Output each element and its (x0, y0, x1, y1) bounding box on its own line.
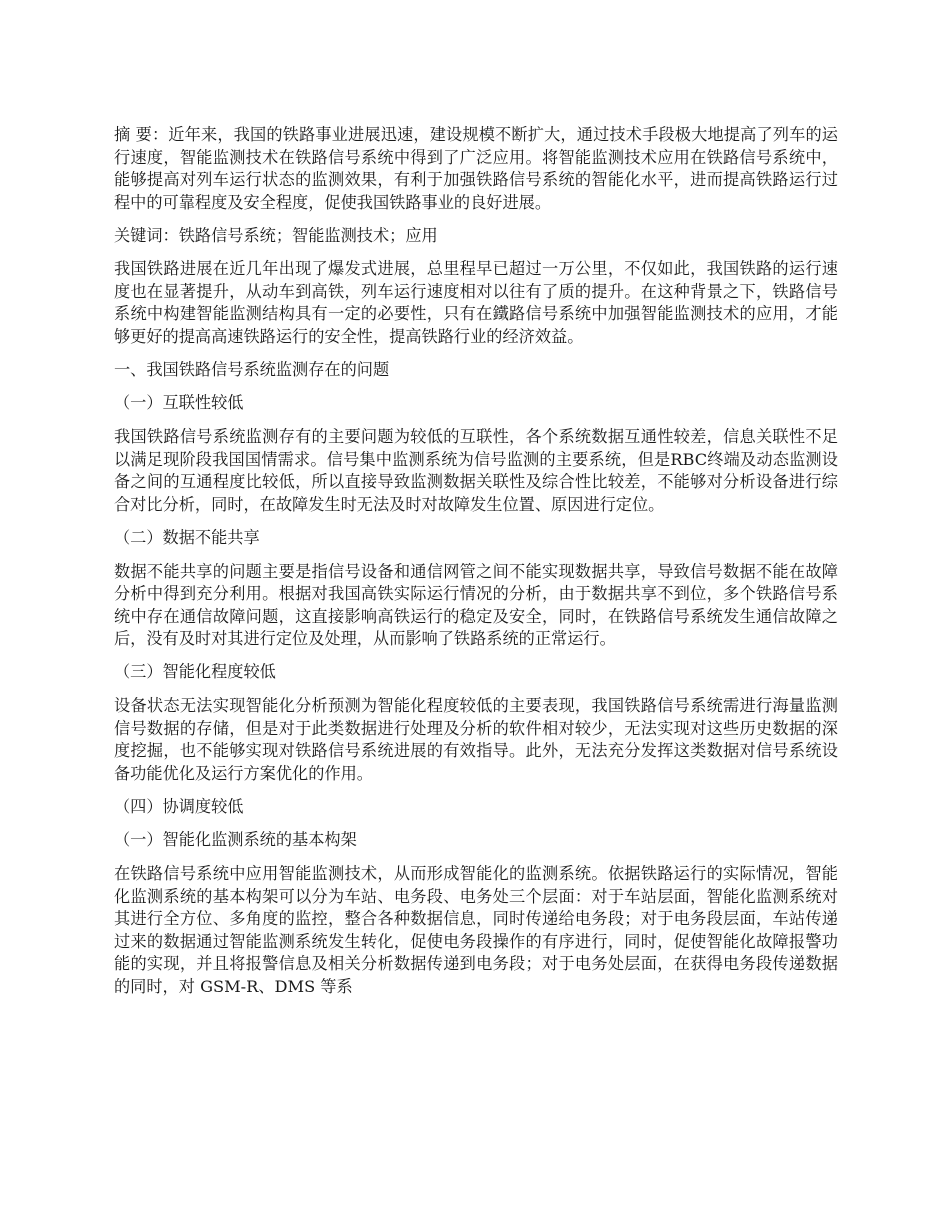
interconnectivity-paragraph: 我国铁路信号系统监测存有的主要问题为较低的互联性，各个系统数据互通性较差，信息关联性不足以满足现阶段我国国情需求。信号集中监测系统为信号监测的主要系统，但是RBC终端及动态监测设备之间的互通程度比较低，所以直接导致监测数据关联性及综合性比较差，不能够对分析设备进行综合对比分析，同时，在故障发生时无法及时对故障发生位置、原因进行定位。 (114, 427, 838, 514)
subsection-heading-architecture: （一）智能化监测系统的基本构架 (114, 830, 357, 850)
subsection-heading-data-sharing: （二）数据不能共享 (114, 527, 260, 547)
abstract-paragraph: 摘 要：近年来，我国的铁路事业进展迅速，建设规模不断扩大，通过技术手段极大地提高了列车的运行速度，智能监测技术在铁路信号系统中得到了广泛应用。将智能监测技术应用在铁路信号系统中，能够提高对列车运行状态的监测效果，有利于加强铁路信号系统的智能化水平，进而提高铁路运行过程中的可靠程度及安全程度，促使我国铁路事业的良好进展。 (114, 125, 838, 212)
section-heading-problems: 一、我国铁路信号系统监测存在的问题 (114, 359, 390, 379)
subsection-heading-interconnectivity: （一）互联性较低 (114, 393, 244, 413)
keywords-paragraph: 关键词：铁路信号系统；智能监测技术；应用 (114, 225, 438, 245)
architecture-paragraph: 在铁路信号系统中应用智能监测技术，从而形成智能化的监测系统。依据铁路运行的实际情况，智能化监测系统的基本构架可以分为车站、电务段、电务处三个层面：对于车站层面，智能化监测系统对其进行全方位、多角度的监控，整合各种数据信息，同时传递给电务段；对于电务段层面，车站传递过来的数据通过智能监测系统发生转化，促使电务段操作的有序进行，同时，促使智能化故障报警功能的实现，并且将报警信息及相关分析数据传递到电务段；对于电务处层面，在获得电务段传递数据的同时，对 GSM-R、DMS 等系 (114, 864, 838, 996)
intro-paragraph: 我国铁路进展在近几年出现了爆发式进展，总里程早已超过一万公里，不仅如此，我国铁路的运行速度也在显著提升，从动车到高铁，列车运行速度相对以往有了质的提升。在这种背景之下，铁路信号系统中构建智能监测结构具有一定的必要性，只有在鐵路信号系统中加强智能监测技术的应用，才能够更好的提高高速铁路运行的安全性，提高铁路行业的经济效益。 (114, 258, 838, 346)
subsection-heading-intelligence: （三）智能化程度较低 (114, 662, 276, 682)
intelligence-paragraph: 设备状态无法实现智能化分析预测为智能化程度较低的主要表现，我国铁路信号系统需进行海量监测信号数据的存储，但是对于此类数据进行处理及分析的软件相对较少，无法实现对这些历史数据的深度挖掘，也不能够实现对铁路信号系统进展的有效指导。此外，无法充分发挥这类数据对信号系统设备功能优化及运行方案优化的作用。 (114, 695, 838, 783)
data-sharing-paragraph: 数据不能共享的问题主要是指信号设备和通信网管之间不能实现数据共享，导致信号数据不能在故障分析中得到充分利用。根据对我国高铁实际运行情况的分析，由于数据共享不到位，多个铁路信号系统中存在通信故障问题，这直接影响高铁运行的稳定及安全，同时，在铁路信号系统发生通信故障之后，没有及时对其进行定位及处理，从而影响了铁路系统的正常运行。 (114, 561, 838, 649)
document-page (114, 124, 838, 1009)
subsection-heading-coordination: （四）协调度较低 (114, 796, 244, 816)
